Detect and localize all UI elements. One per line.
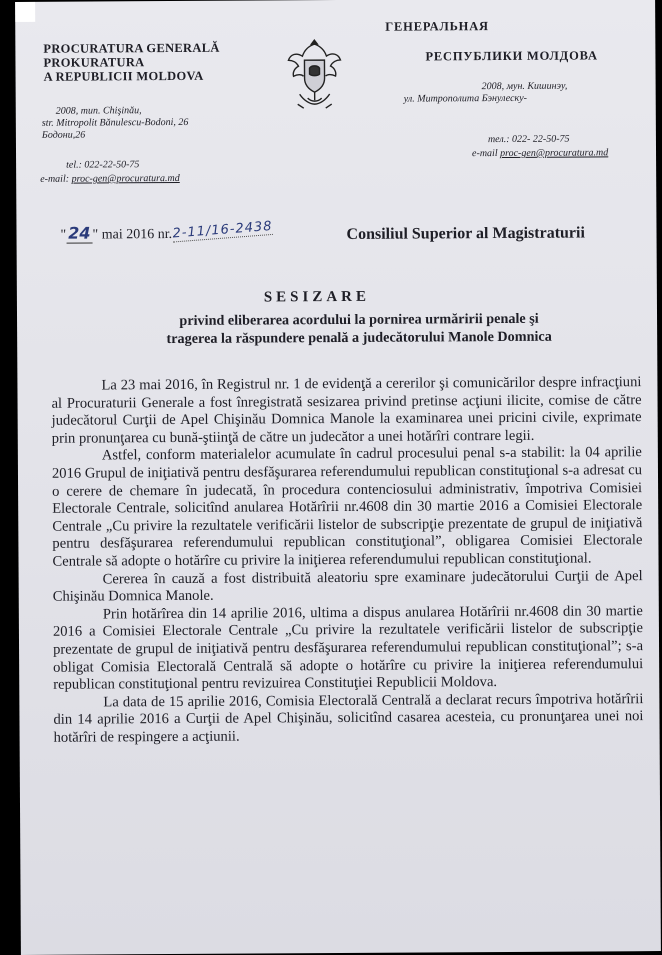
document-date	[60, 218, 273, 243]
header-right-line: РЕСПУБЛИКИ МОЛДОВА	[425, 48, 598, 64]
email-label: e-mail:	[40, 173, 70, 185]
subtitle-line: tragerea la răspundere penală a judecătorului Manole Domnica	[166, 328, 552, 348]
address-line: Бодони,26	[41, 129, 86, 141]
header-left-line: PROCURATURA GENERALĂ	[43, 40, 220, 56]
document-subtitle	[89, 309, 629, 348]
header-institution-ru	[385, 18, 635, 64]
contacts-ru	[472, 132, 608, 161]
photo-corner	[15, 2, 35, 22]
paragraph: La data de 15 aprilie 2016, Comisia Electorală Centrală a declarat recurs împotriva hotărîrii din 14 aprilie 2016 a Curţii de Apel Chişinău, solicitînd casarea acesteia, cu pronunţarea unei noi hotărîri de respingere a acţiunii.	[53, 690, 644, 746]
email-link[interactable]: proc-gen@procuratura.md	[71, 172, 180, 185]
paragraph: La 23 mai 2016, în Registrul nr. 1 de evidenţă a cererilor şi comunicărilor despre infracţiuni al Procuraturii Generale a fost înregistrată sesizarea privind pretinse acţiuni ilicite, comise de către judecătorul Curţii de Apel Chişinău Domnica Manole la examinarea unei pricini civile, exprimate prin pronunţarea cu bună-ştiinţă de către un judecător a unei hotărîri contrare legii.	[51, 374, 642, 447]
document-page	[15, 0, 661, 955]
address-ru	[403, 80, 661, 105]
quote-mark: "	[92, 227, 99, 243]
email-label: e-mail	[471, 148, 498, 160]
header-left-line: A REPUBLICII MOLDOVA	[43, 68, 204, 84]
phone-text: тел.: 022- 22-50-75	[487, 133, 570, 146]
registration-number: 2-11/16-2438	[171, 218, 273, 242]
header-right-line: ГЕНЕРАЛЬНАЯ	[385, 19, 489, 34]
address-line: ул. Митрополита Бэнулеску-	[403, 92, 528, 105]
moldova-coat-of-arms-icon	[285, 34, 343, 114]
address-line: str. Mitropolit Bănulescu-Bodoni, 26	[41, 116, 189, 129]
header-left-line: PROKURATURA	[43, 55, 145, 70]
paragraph: Astfel, conform materialelor acumulate în cadrul procesului penal s-a stabilit: la 04 aprilie 2016 Grupul de iniţiativă pentru desfăşurarea referendumului republican constituţional s-a adresat cu o cerere de chemare în judecată, în procedura contenciosului administrativ, împotriva Comisiei Electorale Centrale, solicitînd anularea Hotărîrii nr.4608 din 30 martie 2016 a Comisiei Electorale Centrale „Cu privire la rezultatele verificării listelor de subscripţie prezentate de grupul de iniţiativă pentru desfăşurarea referendumului republican constituţional”, obligarea Comisiei Electorale Centrale să adopte o hotărîre cu privire la iniţierea referendumului republican constituţional.	[51, 444, 643, 570]
recipient: Consiliul Superior al Magistraturii	[346, 224, 585, 243]
paragraph: Cererea în cauză a fost distribuită aleatoriu spre examinare judecătorului Curţii de Apel Chişinău Domnica Manole.	[52, 567, 643, 605]
date-month-year: mai 2016 nr.	[101, 227, 173, 243]
address-ro	[41, 104, 256, 141]
phone-text: tel.: 022-22-50-75	[66, 159, 140, 171]
date-day: 24	[66, 223, 92, 243]
document-title: SESIZARE	[263, 288, 371, 306]
paragraph: Prin hotărîrea din 14 aprilie 2016, ultima a dispus anularea Hotărîrii nr.4608 din 30 martie 2016 a Comisiei Electorale Centrale „Cu privire la rezultatele verificării listelor de subscripţie prezentate de grupul de iniţiativă pentru desfăşurarea referendumului republican constituţional”; s-a obligat Comisia Electorală Centrală să adopte o hotărîre cu privire la iniţierea referendumului republican constituţional pentru revizuirea Constituţiei Republicii Moldova.	[52, 602, 644, 693]
address-line: 2008, мун. Кишинэу,	[481, 80, 568, 93]
email-link[interactable]: proc-gen@procuratura.md	[500, 147, 609, 160]
contacts-ro	[40, 158, 180, 187]
header-institution-ro	[43, 41, 253, 84]
document-body	[51, 374, 643, 747]
address-line: 2008, mun. Chişinău,	[55, 105, 142, 117]
subtitle-line: privind eliberarea acordului la pornirea urmăririi penale şi	[179, 310, 539, 329]
quote-mark: "	[60, 227, 67, 243]
